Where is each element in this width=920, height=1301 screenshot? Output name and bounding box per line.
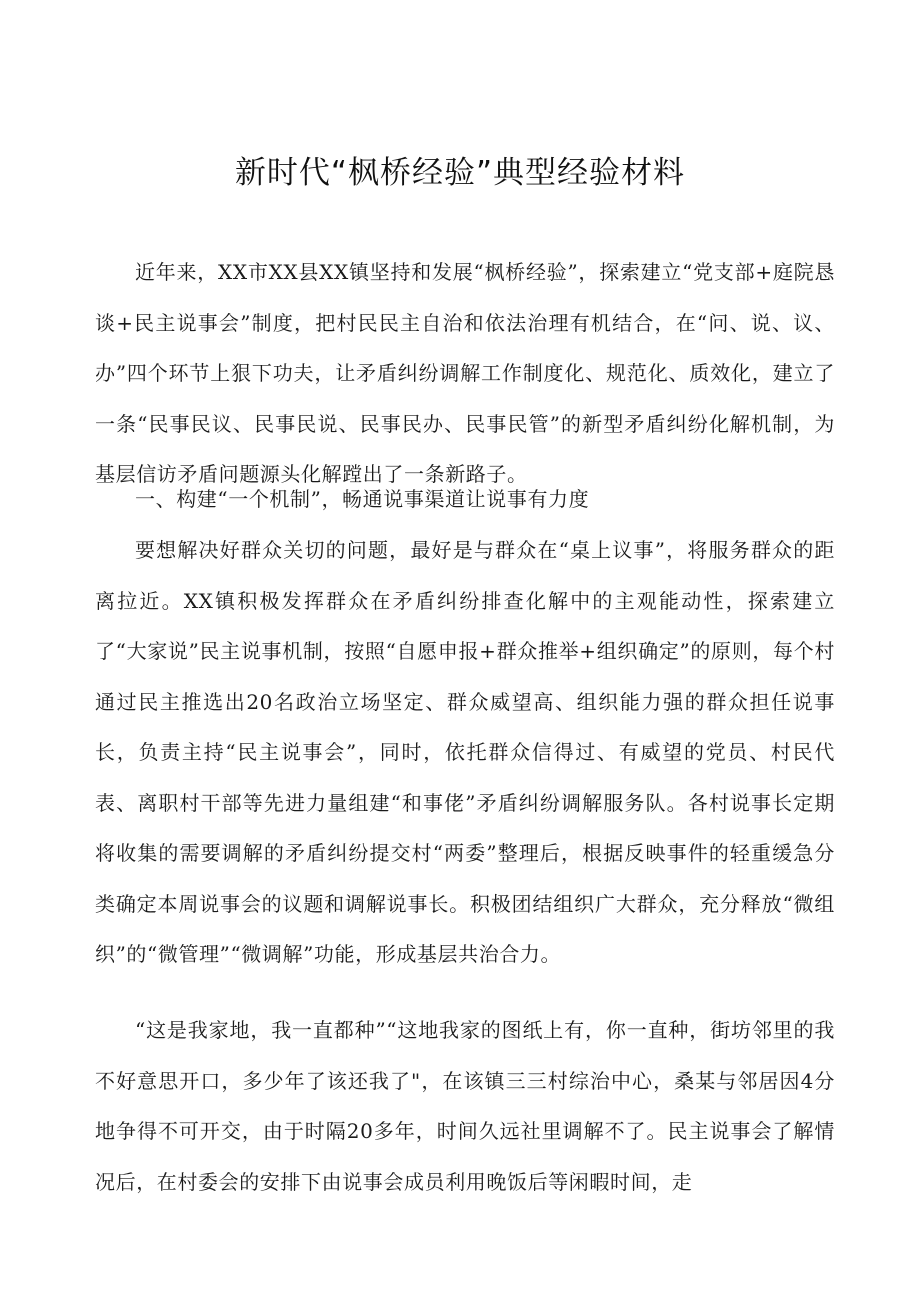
case-paragraph: “这是我家地，我一直都种”“这地我家的图纸上有，你一直种，街坊邻里的我不好意思开口，多少年了该还我了"，在该镇三三村综治中心，桑某与邻居因4分地争得不可开交，由于时隔20多年，时间久远社里调解不了。民主说事会了解情况后，在村委会的安排下由说事会成员利用晚饭后等闲暇时间，走 xyxy=(95,1018,835,1194)
section-1-paragraph: 要想解决好群众关切的问题，最好是与群众在“桌上议事”，将服务群众的距离拉近。XX镇积极发挥群众在矛盾纠纷排查化解中的主观能动性，探索建立了“大家说”民主说事机制，按照“自愿申报+群众推举+组织确定”的原则，每个村通过民主推选出20名政治立场坚定、群众威望高、组织能力强的群众担任说事长，负责主持“民主说事会”，同时，依托群众信得过、有威望的党员、村民代表、离职村干部等先进力量组建“和事佬”矛盾纠纷调解服务队。各村说事长定期将收集的需要调解的矛盾纠纷提交村“两委”整理后，根据反映事件的轻重缓急分类确定本周说事会的议题和调解说事长。积极团结组织广大群众，充分释放“微组织”的“微管理”“微调解”功能，形成基层共治合力。 xyxy=(95,538,835,966)
document-title: 新时代“枫桥经验”典型经验材料 xyxy=(234,155,686,191)
section-heading-1: 一、构建“一个机制”，畅通说事渠道让说事有力度 xyxy=(135,487,590,511)
intro-paragraph: 近年来，XX市XX县XX镇坚持和发展“枫桥经验”，探索建立“党支部+庭院恳谈+民主说事会”制度，把村民民主自治和依法治理有机结合，在“问、说、议、办”四个环节上狠下功夫，让矛盾纠纷调解工作制度化、规范化、质效化，建立了一条“民事民议、民事民说、民事民办、民事民管”的新型矛盾纠纷化解机制，为基层信访矛盾问题源头化解蹚出了一条新路子。 xyxy=(95,260,835,486)
